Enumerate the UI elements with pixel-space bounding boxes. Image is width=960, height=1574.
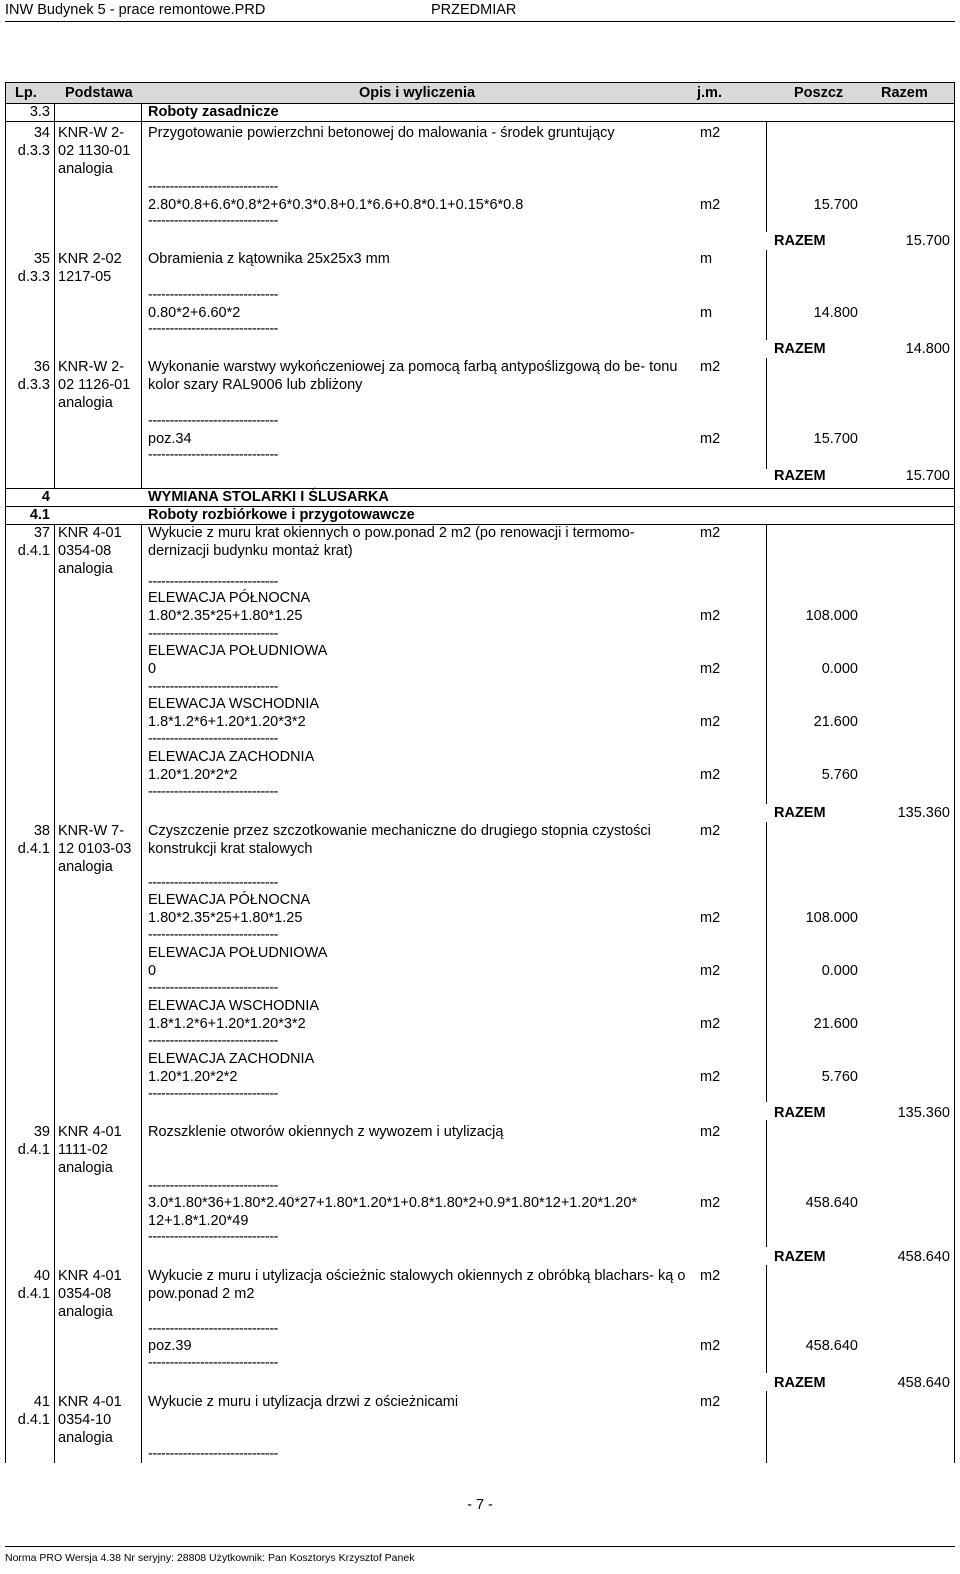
calc-value: 458.640 [805, 1195, 858, 1211]
item-basis: KNR-W 2- [58, 125, 125, 141]
calc-expression: poz.34 [148, 431, 192, 447]
calc-unit: m2 [700, 661, 721, 677]
item-basis: 0354-08 [58, 1286, 112, 1302]
footer-divider [5, 1546, 955, 1547]
item-basis: 0354-08 [58, 543, 112, 559]
dash-separator: ------------------------------ [148, 679, 278, 695]
item-basis: analogia [58, 395, 113, 411]
col-divider [54, 103, 55, 121]
razem-value: 458.640 [897, 1249, 950, 1265]
group-label: ELEWACJA POŁUDNIOWA [148, 945, 328, 961]
item-basis: KNR 2-02 [58, 251, 122, 267]
dash-separator: ------------------------------ [148, 1033, 278, 1049]
calc-unit: m2 [700, 767, 721, 783]
item-subsection: d.4.1 [17, 841, 50, 857]
calc-expression: 0 [148, 661, 157, 677]
col-divider [141, 103, 142, 121]
calc-expression: 3.0*1.80*36+1.80*2.40*27+1.80*1.20*1+0.8*1.80*2+0.9*1.80*12+1.20*1.20* [148, 1195, 638, 1211]
group-label: ELEWACJA POŁUDNIOWA [148, 643, 328, 659]
calc-unit: m2 [700, 910, 721, 926]
item-unit: m2 [700, 1124, 721, 1140]
calc-value: 21.600 [813, 714, 858, 730]
calc-expression: 1.80*2.35*25+1.80*1.25 [148, 910, 303, 926]
item-description: Przygotowanie powierzchni betonowej do malowania - środek gruntujący [148, 125, 615, 141]
calc-value: 15.700 [813, 197, 858, 213]
calc-value: 108.000 [805, 608, 858, 624]
item-subsection: d.3.3 [17, 269, 50, 285]
col-divider [766, 524, 767, 804]
calc-unit: m2 [700, 1069, 721, 1085]
item-basis: 02 1126-01 [58, 377, 131, 393]
calc-unit: m2 [700, 1195, 721, 1211]
section-number: 4.1 [29, 507, 50, 523]
table-header [5, 82, 955, 104]
col-divider [766, 1391, 767, 1463]
item-subsection: d.4.1 [17, 1142, 50, 1158]
dash-separator: ------------------------------ [148, 875, 278, 891]
calc-expression: 1.20*1.20*2*2 [148, 1069, 238, 1085]
item-basis: KNR 4-01 [58, 1268, 122, 1284]
razem-value: 14.800 [905, 341, 950, 357]
dash-separator: ------------------------------ [148, 980, 278, 996]
col-divider [766, 121, 767, 232]
col-divider [141, 121, 142, 488]
item-description: Wykucie z muru i utylizacja ościeżnic stalowych okiennych z obróbką blachars- ką o pow.ponad 2 m2 [148, 1268, 686, 1302]
calc-value: 0.000 [821, 661, 858, 677]
group-label: ELEWACJA ZACHODNIA [148, 749, 315, 765]
item-basis: 12 0103-03 [58, 841, 132, 857]
calc-expression: poz.39 [148, 1338, 192, 1354]
item-basis: 1217-05 [58, 269, 112, 285]
item-unit: m [700, 251, 713, 267]
item-basis: analogia [58, 161, 113, 177]
item-subsection: d.3.3 [17, 377, 50, 393]
item-basis: analogia [58, 859, 113, 875]
item-subsection: d.4.1 [17, 1286, 50, 1302]
calc-value: 14.800 [813, 305, 858, 321]
software-credit: Norma PRO Wersja 4.38 Nr seryjny: 28808 Użytkownik: Pan Kosztorys Krzysztof Panek [5, 1552, 415, 1564]
dash-separator: ------------------------------ [148, 1178, 278, 1194]
group-label: ELEWACJA WSCHODNIA [148, 696, 320, 712]
razem-value: 135.360 [897, 805, 950, 821]
item-unit: m2 [700, 359, 721, 375]
razem-value: 135.360 [897, 1105, 950, 1121]
item-description: Wykucie z muru i utylizacja drzwi z ościeżnicami [148, 1394, 459, 1410]
col-poszcz: Poszcz [794, 85, 844, 101]
item-number: 41 [33, 1394, 50, 1410]
col-divider [766, 822, 767, 1102]
calc-value: 15.700 [813, 431, 858, 447]
calc-value: 108.000 [805, 910, 858, 926]
item-unit: m2 [700, 1268, 721, 1284]
calc-expression: 0.80*2+6.60*2 [148, 305, 241, 321]
dash-separator: ------------------------------ [148, 784, 278, 800]
razem-label: RAZEM [774, 341, 826, 357]
item-basis: 1111-02 [58, 1142, 108, 1158]
group-label: ELEWACJA WSCHODNIA [148, 998, 320, 1014]
item-number: 36 [33, 359, 50, 375]
item-unit: m2 [700, 1394, 721, 1410]
dash-separator: ------------------------------ [148, 213, 278, 229]
calc-unit: m2 [700, 1016, 721, 1032]
razem-value: 15.700 [905, 468, 950, 484]
item-subsection: d.3.3 [17, 143, 50, 159]
col-divider [766, 1120, 767, 1247]
page-number: - 7 - [467, 1497, 493, 1513]
dash-separator: ------------------------------ [148, 447, 278, 463]
col-divider [54, 524, 55, 1463]
item-description: Czyszczenie przez szczotkowanie mechaniczne do drugiego stopnia czystości konstrukcji krat stalowych [148, 823, 651, 857]
razem-value: 15.700 [905, 233, 950, 249]
dash-separator: ------------------------------ [148, 574, 278, 590]
section-title: WYMIANA STOLARKI I ŚLUSARKA [148, 489, 389, 505]
item-description: Rozszklenie otworów okiennych z wywozem i utylizacją [148, 1124, 504, 1140]
item-basis: KNR 4-01 [58, 1394, 122, 1410]
document-filename: INW Budynek 5 - prace remontowe.PRD [5, 2, 266, 18]
col-divider [766, 250, 767, 340]
calc-value: 0.000 [821, 963, 858, 979]
dash-separator: ------------------------------ [148, 626, 278, 642]
dash-separator: ------------------------------ [148, 179, 278, 195]
calc-expression-cont: 12+1.8*1.20*49 [148, 1213, 249, 1229]
col-divider [54, 121, 55, 488]
calc-unit: m2 [700, 608, 721, 624]
section-number: 3.3 [29, 104, 50, 120]
document-type: PRZEDMIAR [431, 2, 517, 18]
dash-separator: ------------------------------ [148, 1321, 278, 1337]
item-unit: m2 [700, 125, 721, 141]
col-divider [766, 1265, 767, 1373]
calc-unit: m [700, 305, 713, 321]
item-number: 39 [33, 1124, 50, 1140]
item-basis: analogia [58, 1430, 113, 1446]
section-title: Roboty rozbiórkowe i przygotowawcze [148, 507, 415, 523]
item-subsection: d.4.1 [17, 1412, 50, 1428]
dash-separator: ------------------------------ [148, 731, 278, 747]
dash-separator: ------------------------------ [148, 927, 278, 943]
col-divider [141, 524, 142, 1463]
item-basis: 02 1130-01 [58, 143, 131, 159]
item-basis: 0354-10 [58, 1412, 112, 1428]
group-label: ELEWACJA ZACHODNIA [148, 1051, 315, 1067]
calc-expression: 1.20*1.20*2*2 [148, 767, 238, 783]
razem-label: RAZEM [774, 468, 826, 484]
razem-label: RAZEM [774, 1375, 826, 1391]
col-lp: Lp. [15, 85, 37, 101]
dash-separator: ------------------------------ [148, 1229, 278, 1245]
dash-separator: ------------------------------ [148, 1355, 278, 1371]
item-description: Wykucie z muru krat okiennych o pow.ponad 2 m2 (po renowacji i termomo- dernizacji budynku montaż krat) [148, 525, 635, 559]
item-basis: KNR 4-01 [58, 1124, 122, 1140]
razem-label: RAZEM [774, 1105, 826, 1121]
calc-value: 21.600 [813, 1016, 858, 1032]
group-label: ELEWACJA PÓŁNOCNA [148, 892, 311, 908]
dash-separator: ------------------------------ [148, 321, 278, 337]
calc-value: 5.760 [821, 1069, 858, 1085]
item-basis: analogia [58, 1160, 113, 1176]
section-title: Roboty zasadnicze [148, 104, 279, 120]
col-opis: Opis i wyliczenia [359, 85, 476, 101]
item-unit: m2 [700, 823, 721, 839]
razem-value: 458.640 [897, 1375, 950, 1391]
calc-unit: m2 [700, 714, 721, 730]
razem-label: RAZEM [774, 233, 826, 249]
col-jm: j.m. [697, 85, 722, 101]
razem-label: RAZEM [774, 1249, 826, 1265]
dash-separator: ------------------------------ [148, 1086, 278, 1102]
col-podstawa: Podstawa [65, 85, 133, 101]
calc-expression: 0 [148, 963, 157, 979]
item-basis: KNR 4-01 [58, 525, 122, 541]
item-number: 35 [33, 251, 50, 267]
calc-unit: m2 [700, 197, 721, 213]
col-razem: Razem [881, 85, 928, 101]
item-number: 37 [33, 525, 50, 541]
calc-expression: 1.8*1.2*6+1.20*1.20*3*2 [148, 1016, 306, 1032]
group-label: ELEWACJA PÓŁNOCNA [148, 590, 311, 606]
calc-value: 5.760 [821, 767, 858, 783]
item-basis: KNR-W 2- [58, 359, 125, 375]
calc-unit: m2 [700, 963, 721, 979]
calc-expression: 1.8*1.2*6+1.20*1.20*3*2 [148, 714, 306, 730]
header-divider [5, 21, 955, 22]
dash-separator: ------------------------------ [148, 413, 278, 429]
calc-value: 458.640 [805, 1338, 858, 1354]
col-divider [766, 358, 767, 469]
item-unit: m2 [700, 525, 721, 541]
item-subsection: d.4.1 [17, 543, 50, 559]
dash-separator: ------------------------------ [148, 1446, 278, 1462]
calc-unit: m2 [700, 431, 721, 447]
calc-unit: m2 [700, 1338, 721, 1354]
item-number: 40 [33, 1268, 50, 1284]
item-description: Obramienia z kątownika 25x25x3 mm [148, 251, 390, 267]
item-basis: analogia [58, 1304, 113, 1320]
item-basis: analogia [58, 561, 113, 577]
section-number: 4 [41, 489, 50, 505]
dash-separator: ------------------------------ [148, 287, 278, 303]
calc-expression: 1.80*2.35*25+1.80*1.25 [148, 608, 303, 624]
przedmiar-table [5, 103, 955, 1463]
row-divider [6, 121, 954, 122]
item-number: 38 [33, 823, 50, 839]
item-number: 34 [33, 125, 50, 141]
razem-label: RAZEM [774, 805, 826, 821]
calc-expression: 2.80*0.8+6.6*0.8*2+6*0.3*0.8+0.1*6.6+0.8*0.1+0.15*6*0.8 [148, 197, 524, 213]
item-basis: KNR-W 7- [58, 823, 125, 839]
item-description: Wykonanie warstwy wykończeniowej za pomocą farbą antypoślizgową do be- tonu kolor szary RAL9006 lub zbliżony [148, 359, 678, 393]
